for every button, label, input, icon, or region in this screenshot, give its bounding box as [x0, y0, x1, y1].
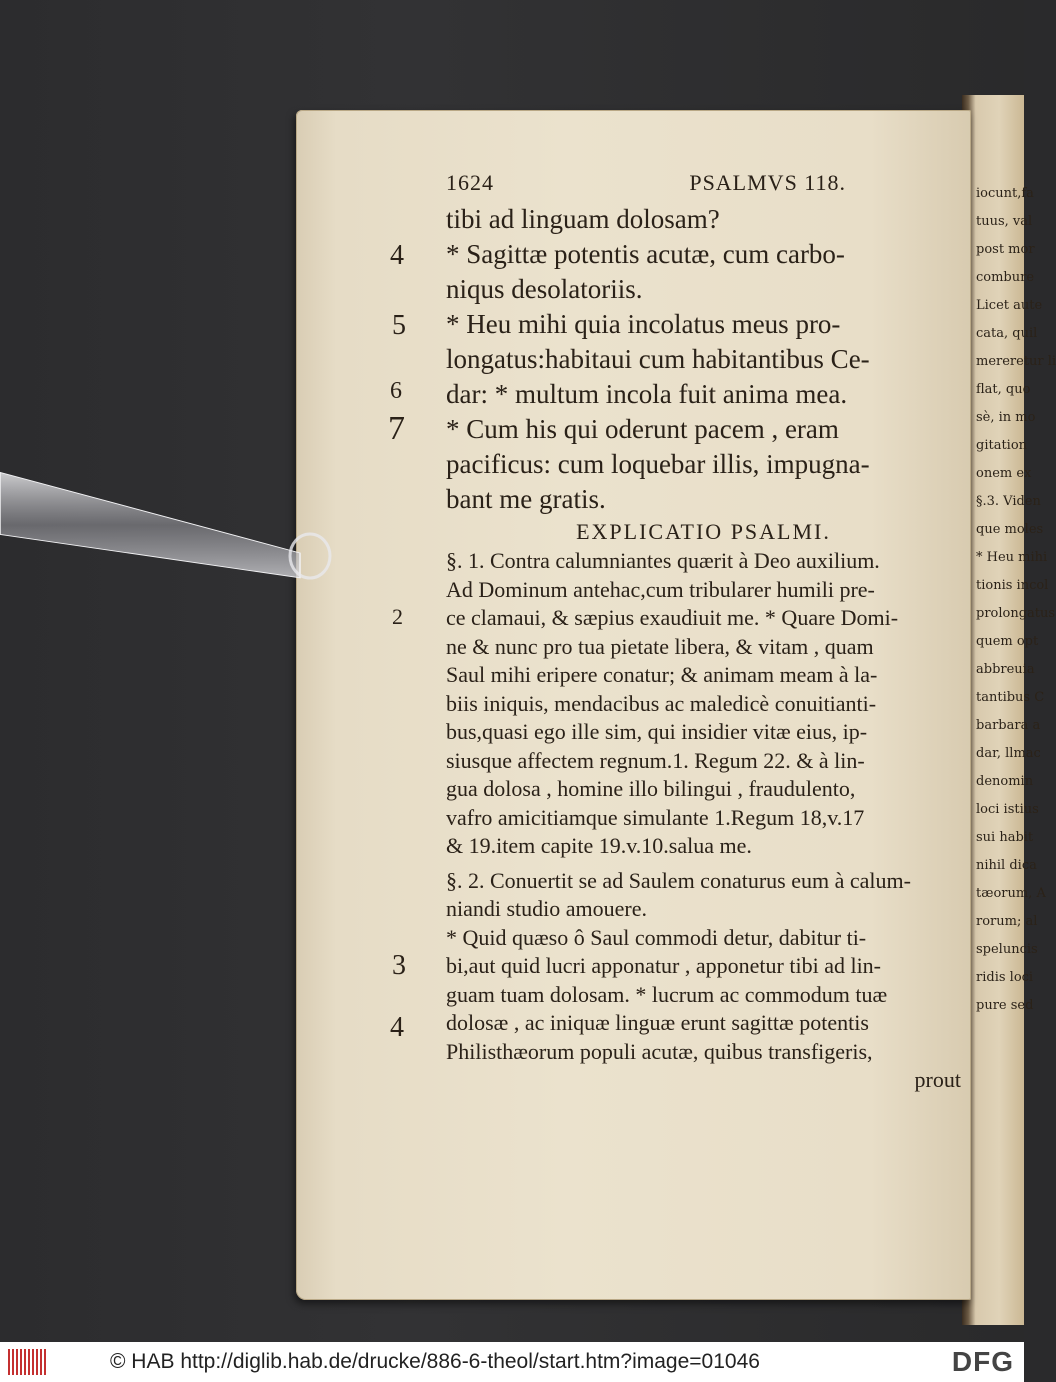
- text-line: Licet aute: [976, 298, 1043, 313]
- commentary-paragraph-2: [446, 867, 961, 1067]
- text-line: rorum; al: [976, 914, 1038, 929]
- margin-number: 5: [392, 310, 406, 341]
- text-line: combure: [976, 270, 1035, 285]
- margin-number: 4: [390, 1012, 404, 1043]
- text-line: dar: * multum incola fuit anima mea.: [446, 379, 848, 409]
- text-line: dolosæ , ac iniquæ linguæ erunt sagittæ potentis: [446, 1010, 869, 1035]
- text-line: post mor: [976, 242, 1035, 257]
- text-line: ce clamaui, & sæpius exaudiuit me. * Quare Domi-: [446, 605, 899, 630]
- text-line: flat, quo: [976, 382, 1031, 397]
- text-line: loci istius: [976, 802, 1039, 817]
- text-line: §. 2. Conuertit se ad Saulem conaturus eum à calum-: [446, 867, 911, 893]
- text-line: §.3. Viden: [976, 494, 1041, 509]
- next-page-fragments: [976, 180, 1056, 1020]
- text-line: cata, quil: [976, 326, 1038, 341]
- text-line: bi,aut quid lucri apponatur , apponetur tibi ad lin-: [446, 953, 882, 978]
- text-line: tuus, val: [976, 214, 1033, 229]
- text-line: barbara a: [976, 718, 1041, 733]
- text-line: tæorum, A: [976, 886, 1046, 901]
- margin-number: 2: [392, 604, 403, 629]
- text-line: nihil dica: [976, 858, 1037, 873]
- text-line: gitation: [976, 438, 1028, 453]
- copyright-link[interactable]: © HAB http://diglib.hab.de/drucke/886-6-theol/start.htm?image=01046: [110, 1350, 760, 1373]
- page-number: 1624: [446, 170, 494, 195]
- text-line: ridis loci: [976, 970, 1034, 985]
- running-title: PSALMVS 118.: [689, 170, 846, 195]
- text-line: §. 1. Contra calumniantes quærit à Deo auxilium.: [446, 548, 880, 573]
- page-text: [446, 170, 961, 1095]
- running-header: [446, 170, 846, 202]
- text-line: tionis incol: [976, 578, 1049, 593]
- text-line: onem ex: [976, 466, 1032, 481]
- text-line: niqus desolatoriis.: [446, 274, 643, 304]
- text-line: Saul mihi eripere conatur; & animam meam à la-: [446, 662, 878, 687]
- text-line: ne & nunc pro tua pietate libera, & vitam , quam: [446, 633, 874, 659]
- text-line: quem opt: [976, 634, 1039, 649]
- text-line: iocunt,fa: [976, 186, 1034, 201]
- margin-number: 3: [392, 950, 406, 981]
- text-line: guam tuam dolosam. * lucrum ac commodum tuæ: [446, 981, 888, 1007]
- text-line: sui habit: [976, 830, 1034, 845]
- text-line: Ad Dominum antehac,cum tribularer humili pre-: [446, 576, 875, 602]
- text-line: gua dolosa , homine illo bilingui , fraudulento,: [446, 776, 856, 801]
- margin-number: 6: [390, 378, 402, 404]
- page-holder-pointer: [0, 480, 340, 590]
- margin-number: 7: [388, 410, 405, 447]
- text-line: tibi ad linguam dolosam?: [446, 204, 720, 234]
- text-line: bant me gratis.: [446, 484, 606, 514]
- text-line: * Heu mihi: [976, 550, 1048, 565]
- text-line: abbreuia: [976, 662, 1035, 677]
- dfg-logo: DFG: [951, 1346, 1014, 1377]
- text-line: pacificus: cum loquebar illis, impugna-: [446, 449, 870, 479]
- text-line: Philisthæorum populi acutæ, quibus transfigeris,: [446, 1038, 873, 1064]
- text-line: siusque affectem regnum.1. Regum 22. & à lin-: [446, 747, 865, 773]
- text-line: speluncis: [976, 942, 1038, 957]
- section-title: EXPLICATIO PSALMI.: [576, 519, 831, 544]
- text-line: biis iniquis, mendacibus ac maledicè conuitianti-: [446, 690, 877, 716]
- text-line: dar, llmac: [976, 746, 1041, 761]
- text-line: que moles: [976, 522, 1044, 537]
- text-line: vafro amicitiamque simulante 1.Regum 18,v.17: [446, 804, 865, 830]
- text-line: pure sed: [976, 998, 1034, 1013]
- text-line: * Cum his qui oderunt pacem , eram: [446, 414, 839, 444]
- text-line: bus,quasi ego ille sim, qui insidier vitæ eius, ip-: [446, 719, 868, 744]
- text-line: * Sagittæ potentis acutæ, cum carbo-: [446, 239, 845, 269]
- footer-bar: [0, 1342, 1024, 1382]
- hab-barcode-icon: [8, 1349, 48, 1375]
- psalm-verses: [446, 202, 961, 517]
- text-line: prolongatus: [976, 606, 1056, 621]
- text-line: denomin: [976, 774, 1034, 789]
- text-line: * Heu mihi quia incolatus meus pro-: [446, 309, 841, 339]
- text-line: mereretur li: [976, 354, 1056, 369]
- text-line: * Quid quæso ô Saul commodi detur, dabitur ti-: [446, 924, 867, 950]
- text-line: sè, in mo: [976, 410, 1036, 425]
- catchword: prout: [914, 1067, 961, 1092]
- text-line: & 19.item capite 19.v.10.salua me.: [446, 833, 752, 858]
- text-line: longatus:habitaui cum habitantibus Ce-: [446, 344, 870, 374]
- text-line: tantibus C: [976, 690, 1045, 705]
- margin-number: 4: [390, 240, 404, 271]
- commentary-paragraph-1: [446, 547, 961, 861]
- text-line: niandi studio amouere.: [446, 896, 648, 921]
